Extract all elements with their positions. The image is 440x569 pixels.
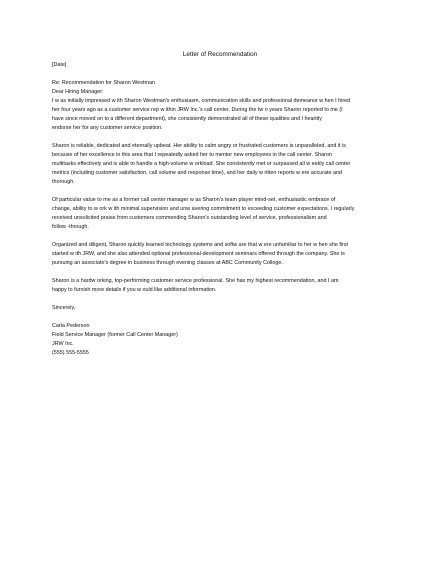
paragraph-line: because of her excellence in this area that I repeatedly asked her to mentor new employees in the call center. Sharon xyxy=(52,152,332,158)
letter-body xyxy=(52,61,382,358)
letter-date: [Date] xyxy=(52,62,67,68)
paragraph-line: pursuing an associate's degree in business through evening classes at ABC Community College. xyxy=(52,260,283,266)
paragraph-line: thorough. xyxy=(52,179,75,185)
blank-line xyxy=(52,295,382,304)
paragraph-line: multitasks effectively and is able to handle a high-volume w orkload. She consistently met or surpassed all w eekly call center xyxy=(52,161,351,167)
paragraph-line: have since moved on to a different department), she consistently demonstrated all of these qualities and I heartily xyxy=(52,116,322,122)
paragraph-line: started w ith JRW, and she also attended optional professional-development seminars offered through the company. She is xyxy=(52,251,345,257)
paragraph-line: Organized and diligent, Sharon quickly learned technology systems and softw are that w ere unfamiliar to her w hen she first xyxy=(52,242,349,248)
paragraph-line: metrics (including customer satisfaction, call volume and response time), and her daily w ritten reports w ere accurate and xyxy=(52,170,343,176)
blank-line xyxy=(52,70,382,79)
signature-role: Field Service Manager (former Call Center Manager) xyxy=(52,332,178,338)
paragraph-line: change, ability to w ork w ith minimal supervision and unw avering commitment to exceeding customer expectations. I regularly xyxy=(52,206,355,212)
paragraph-line: Sharon is a hardw orking, top-performing customer service professional. She has my highest recommendation, and I am xyxy=(52,278,339,284)
blank-line xyxy=(52,313,382,322)
blank-line xyxy=(52,232,382,241)
blank-line xyxy=(52,268,382,277)
paragraph-line: endorse her for any customer service position. xyxy=(52,125,163,131)
paragraph-line: follow -through. xyxy=(52,224,89,230)
paragraph-line: I w as initially impressed w ith Sharon Westman's enthusiasm, communication skills and professional demeanor w hen I hired xyxy=(52,98,351,104)
letter-title: Letter of Recommendation xyxy=(182,51,258,58)
paragraph-line: Of particular value to me as a former call center manager w as Sharon's team player mind-set, enthusiastic embrace of xyxy=(52,197,336,203)
signature-name: Carla Pederson xyxy=(52,323,90,329)
letter-closing: Sincerely, xyxy=(52,305,76,311)
signature-company: JRW Inc. xyxy=(52,341,74,347)
signature-phone: (555) 555-5555 xyxy=(52,350,89,356)
paragraph-line: received unsolicited praise from customers commending Sharon's outstanding level of service, professionalism and xyxy=(52,215,327,221)
paragraph-line: her four years ago as a customer service rep w ithin JRW Inc.'s call center. During the tw o years Sharon reported to me (I xyxy=(52,107,343,113)
blank-line xyxy=(52,133,382,142)
paragraph-line: happy to furnish more details if you w ould like additional information. xyxy=(52,287,217,293)
blank-line xyxy=(52,187,382,196)
paragraph-line: Sharon is reliable, dedicated and eternally upbeat. Her ability to calm angry or frustrated customers is unparalleled, and it is xyxy=(52,143,346,149)
letter-subject: Re: Recommendation for Sharon Westman xyxy=(52,80,155,86)
letter-salutation: Dear Hiring Manager: xyxy=(52,89,104,95)
